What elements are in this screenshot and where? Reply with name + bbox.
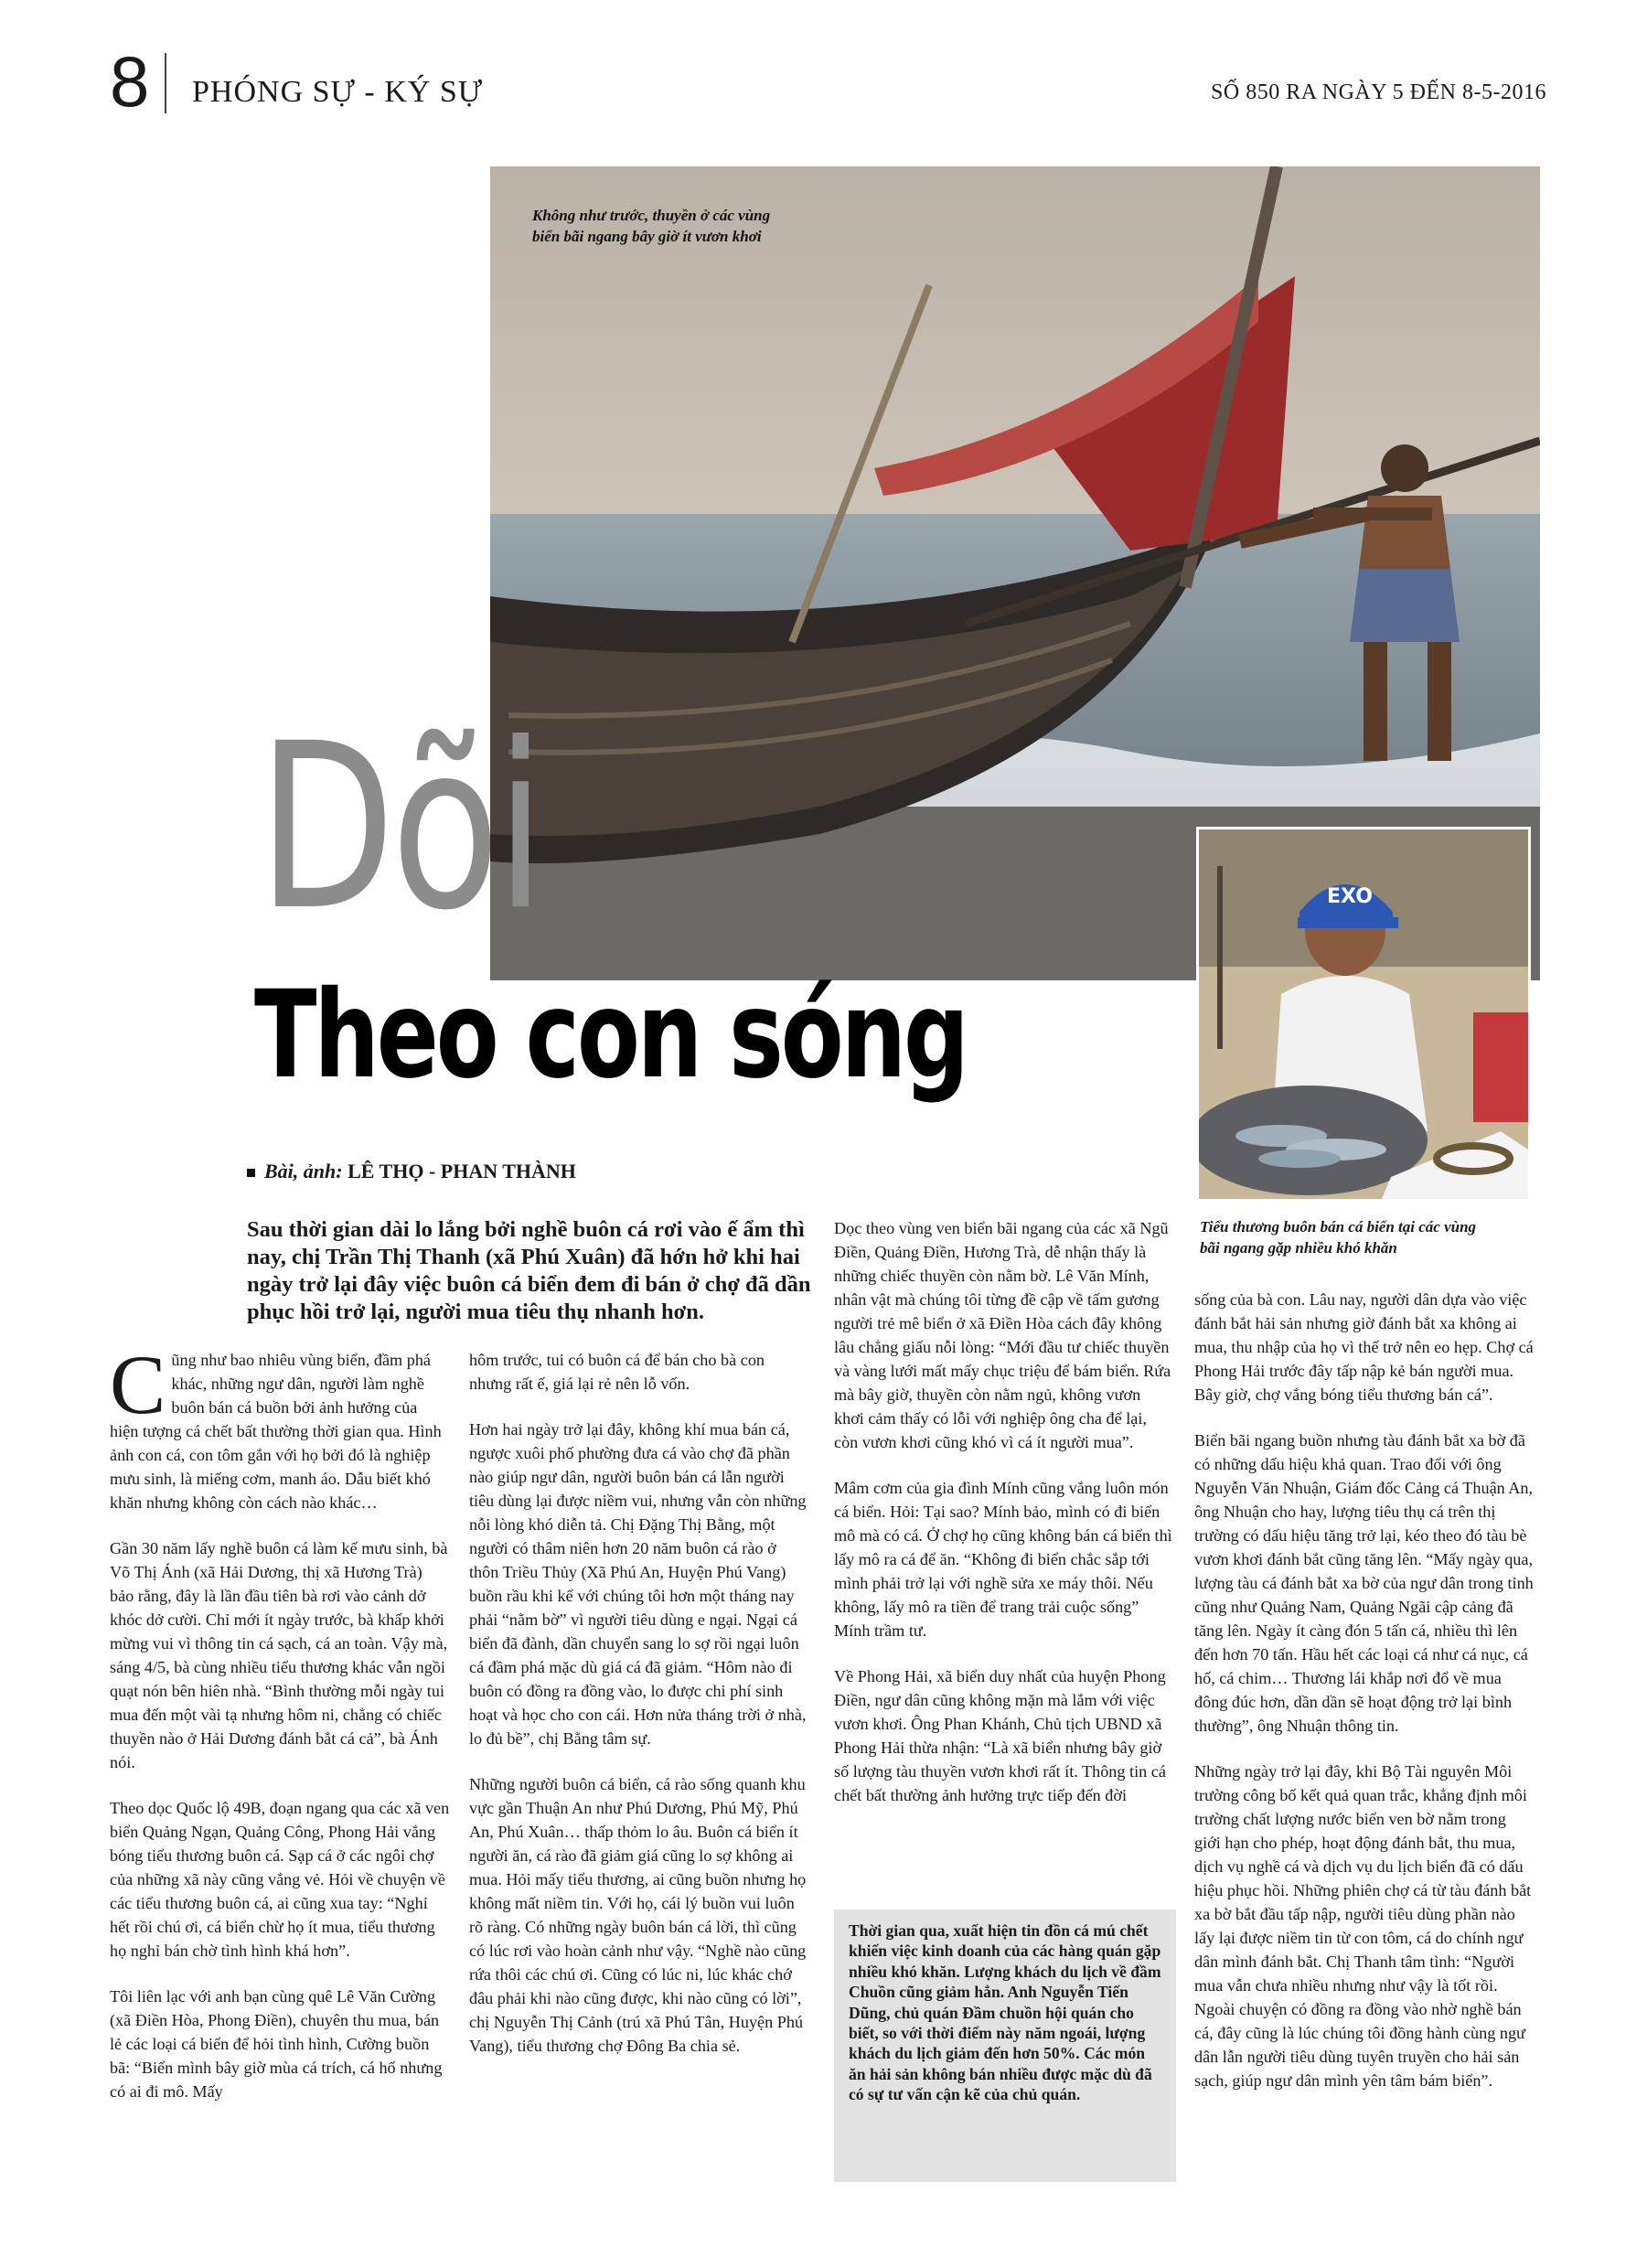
byline-authors: LÊ THỌ - PHAN THÀNH — [348, 1160, 576, 1182]
paragraph: Biển bãi ngang buồn nhưng tàu đánh bắt xa bờ đã có những dấu hiệu khả quan. Trao đổi với ông Nguyễn Văn Nhuận, Giám đốc Cảng cá Thuận An, ông Nhuận cho hay, lượng tiêu thụ cá trên thị trường có dấu hiệu tăng trở lại, kéo theo đó tàu bè vươn khơi đánh bắt cũng tăng lên. “Mấy ngày qua, lượng tàu cá đánh bắt xa bờ của ngư dân trong tỉnh cũng như Quảng Nam, Quảng Ngãi cập cảng đã tăng lên. Ngày ít càng đón 5 tấn cá, nhiều thì lên đến hơn 70 tấn. Hầu hết các loại cá như cá nục, cá hố, cá chim… Thương lái khắp nơi đổ về mua đông đúc hơn, dần dần sẽ hoạt động trở lại bình thường”, ông Nhuận thông tin. — [1194, 1431, 1534, 1735]
sidebar-box — [834, 1910, 1176, 2182]
vendor-photo-caption — [1200, 1216, 1529, 1258]
title-line-2: Theo con sóng — [254, 965, 967, 1106]
paragraph: Hơn hai ngày trở lại đây, không khí mua bán cá, ngược xuôi phố phường đưa cá vào chợ đã phần nào giúp ngư dân, người buôn bán cá lẫn người tiêu dùng lại được niềm vui, nhưng vẫn còn những nỗi lòng khó diễn tả. Chị Đặng Thị Bằng, một người có thâm niên hơn 20 năm buôn cá rào ở thôn Triều Thủy (Xã Phú An, Huyện Phú Vang) buồn rầu khi kể với chúng tôi hơn một tháng nay phải “nằm bờ” vì người tiêu dùng e ngại. Ngại cá biển đã đành, dần chuyển sang lo sợ rồi ngại luôn cá đầm phá mặc dù giá cá đã giảm. “Hôm nào đi buôn có đồng ra đồng vào, lo được chi phí sinh hoạt và học cho con cái. Hơn nửa tháng trời ở nhà, lo đủ bề”, chị Bằng tâm sự. — [469, 1420, 807, 1748]
bullet-square-icon — [247, 1169, 255, 1177]
paragraph: Theo dọc Quốc lộ 49B, đoạn ngang qua các xã ven biển Quảng Ngạn, Quảng Công, Phong Hải vắng bóng tiểu thương buôn cá. Sạp cá ở các ngôi chợ của những xã này cũng vắng vẻ. Hỏi về chuyện về các tiểu thương buôn cá, ai cũng xua tay: “Nghỉ hết rồi chú ơi, cá biển chừ họ ít mua, tiểu thương họ nghỉ bán chờ tình hình khá hơn”. — [110, 1799, 450, 1960]
caption-line: bãi ngang gặp nhiều khó khăn — [1200, 1239, 1397, 1257]
paragraph: hôm trước, tui có buôn cá để bán cho bà con nhưng rất ế, giá lại rẻ nên lỗ vốn. — [469, 1351, 765, 1393]
paragraph: Về Phong Hải, xã biển duy nhất của huyện Phong Điền, ngư dân cũng không mặn mà lắm với việc vươn khơi. Ông Phan Khánh, Chủ tịch UBND xã Phong Hải thừa nhận: “Là xã biển nhưng bây giờ số lượng tàu thuyền vươn khơi rất ít. Thông tin cá chết bất thường ảnh hưởng trực tiếp đến đời — [834, 1667, 1166, 1804]
caption-line: Tiểu thương buôn bán cá biển tại các vùng — [1200, 1218, 1477, 1236]
byline — [247, 1160, 576, 1183]
paragraph: sống của bà con. Lâu nay, người dân dựa vào việc đánh bắt hải sản nhưng giờ đánh bắt xa không ai mua, thu nhập của họ vì thế trở nên eo hẹp. Chợ cá Phong Hải trước đây tấp nập kẻ bán người mua. Bây giờ, chợ vắng bóng tiểu thương bán cá”. — [1194, 1290, 1534, 1404]
paragraph — [110, 1338, 450, 1514]
issue-info: SỐ 850 RA NGÀY 5 ĐẾN 8-5-2016 — [1211, 80, 1546, 104]
paragraph: Những người buôn cá biển, cá rào sống quanh khu vực gần Thuận An như Phú Dương, Phú Mỹ, Phú An, Phú Xuân… thấp thỏm lo âu. Buôn cá biển ít người ăn, cá rào đã giảm giá cũng lo sợ không ai mua. Hỏi mấy tiểu thương, ai cũng buồn nhưng họ không mất niềm tin. Với họ, cái lý buồn vui luôn rõ ràng. Có những ngày buôn bán cá lời, thì cũng có lúc rơi vào hoàn cảnh như vậy. “Nghề nào cũng rứa thôi các chú ơi. Cũng có lúc ni, lúc khác chớ đâu phải khi nào cũng được, khi nào cũng có lời”, chị Nguyễn Thị Cảnh (trú xã Phú Tân, Huyện Phú Vang), tiểu thương chợ Đông Ba chia sẻ. — [469, 1775, 807, 2055]
section-title: PHÓNG SỰ - KÝ SỰ — [192, 75, 484, 109]
article-column-1 — [110, 1338, 450, 2125]
header-divider — [165, 53, 166, 113]
paragraph: Mâm cơm của gia đình Mính cũng vắng luôn món cá biển. Hỏi: Tại sao? Mính bảo, mình có đi biển mô mà có cá. Ở chợ họ cũng không bán cá biển thì lấy mô ra cá để ăn. “Không đi biển chắc sắp tới mình phải trở lại với nghề sửa xe máy thôi. Nếu không, lấy mô ra tiền để trang trải cuộc sống” Mính trầm tư. — [834, 1479, 1172, 1640]
paragraph: Dọc theo vùng ven biển bãi ngang của các xã Ngũ Điền, Quảng Điền, Hương Trà, dễ nhận thấy là những chiếc thuyền còn nằm bờ. Lê Văn Mính, nhân vật mà chúng tôi từng đề cập về tấm gương người trẻ mê biển ở xã Điền Hòa cách đây không lâu chẳng giấu nỗi lòng: “Mới đầu tư chiếc thuyền và vàng lưới mất mấy chục triệu để bám biển. Rứa mà bây giờ, thuyền còn nằm ngủ, không vươn khơi cảm thấy có lỗi với nghiệp ông cha để lại, còn vươn khơi cũng khó vì cá ít người mua”. — [834, 1219, 1171, 1451]
title-line-1: Dõi — [258, 694, 541, 960]
drop-cap: C — [110, 1338, 166, 1431]
paragraph: Những ngày trở lại đây, khi Bộ Tài nguyên Môi trường công bố kết quả quan trắc, khẳng định môi trường chất lượng nước biển ven bờ nằm trong giới hạn cho phép, hoạt động đánh bắt, thu mua, dịch vụ nghề cá và dịch vụ du lịch biển đã có dấu hiệu phục hồi. Những phiên chợ cá từ tàu đánh bắt xa bờ bắt đầu tấp nập, người tiêu dùng phần nào lấy lại được niềm tin từ con tôm, cá do chính ngư dân mình đánh bắt. Chị Thanh tâm tình: “Người mua vẫn chưa nhiều nhưng như vậy là tốt rồi. Ngoài chuyện có đồng ra đồng vào nhờ nghề bán cá, đây cũng là lúc chúng tôi đồng hành cùng ngư dân lẫn người tiêu dùng tuyên truyền cho hải sản sạch, giúp ngư dân mình yên tâm bám biển”. — [1194, 1762, 1532, 2090]
sidebar-text: Thời gian qua, xuất hiện tin đồn cá mú chết khiến việc kinh doanh của các hàng quán gặp nhiều khó khăn. Lượng khách du lịch về đầm Chuồn cũng giảm hẳn. Anh Nguyễn Tiến Dũng, chủ quán Đầm chuồn hội quán cho biết, so với thời điểm này năm ngoái, lượng khách du lịch giảm đến hơn 50%. Các món ăn hải sản không bán nhiều được mặc dù đã có sự tư vấn cận kẽ của chủ quán. — [849, 1921, 1161, 2104]
paragraph: Gần 30 năm lấy nghề buôn cá làm kế mưu sinh, bà Võ Thị Ánh (xã Hải Dương, thị xã Hương Trà) bảo rằng, đây là lần đầu tiên bà rơi vào cảnh dở khóc dở cười. Chỉ mới ít ngày trước, bà khấp khởi mừng vui vì thông tin cá sạch, cá an toàn. Vậy mà, sáng 4/5, bà cùng nhiều tiểu thương khác vẫn ngồi quạt nón bên hiên nhà. “Bình thường mỗi ngày tui mua đến một vài tạ nhưng hôm ni, chẳng có chiếc thuyền nào ở Hải Dương đánh bắt cá cả”, bà Ánh nói. — [110, 1539, 448, 1771]
caption-line: biển bãi ngang bây giờ ít vươn khơi — [532, 228, 762, 245]
paragraph-text: ũng như bao nhiêu vùng biển, đầm phá khác, những ngư dân, người làm nghề buôn bán cá buồn bởi ảnh hưởng của hiện tượng cá chết bất thường thời gian qua. Hình ảnh con cá, con tôm gắn với họ bởi đó là nghiệp mưu sinh, là miếng cơm, manh áo. Dẫu biết khó khăn nhưng không còn cách nào khác… — [110, 1351, 442, 1512]
article-column-4 — [1194, 1288, 1535, 2114]
cap-logo-text: EXO — [1327, 885, 1373, 908]
lead-paragraph: Sau thời gian dài lo lắng bởi nghề buôn cá rơi vào ế ẩm thì nay, chị Trần Thị Thanh (xã Phú Xuân) đã hớn hở khi hai ngày trở lại đây việc buôn cá biển đem đi bán ở chợ đã dần phục hồi trở lại, người mua tiêu thụ nhanh hơn. — [247, 1217, 811, 1324]
paragraph: Tôi liên lạc với anh bạn cùng quê Lê Văn Cường (xã Điền Hòa, Phong Điền), chuyên thu mua, bán lẻ các loại cá biển để hỏi tình hình, Cường buồn bã: “Biển mình bây giờ mùa cá trích, cá hố nhưng có ai đi mô. Mấy — [110, 1987, 443, 2101]
byline-label: Bài, ảnh: — [264, 1160, 343, 1182]
article-column-2 — [469, 1348, 809, 2080]
main-photo-caption — [532, 205, 861, 247]
fish-vendor-photo — [1196, 827, 1531, 1202]
caption-line: Không như trước, thuyền ở các vùng — [532, 207, 771, 224]
article-column-3 — [834, 1216, 1174, 1829]
page-number: 8 — [110, 41, 150, 122]
